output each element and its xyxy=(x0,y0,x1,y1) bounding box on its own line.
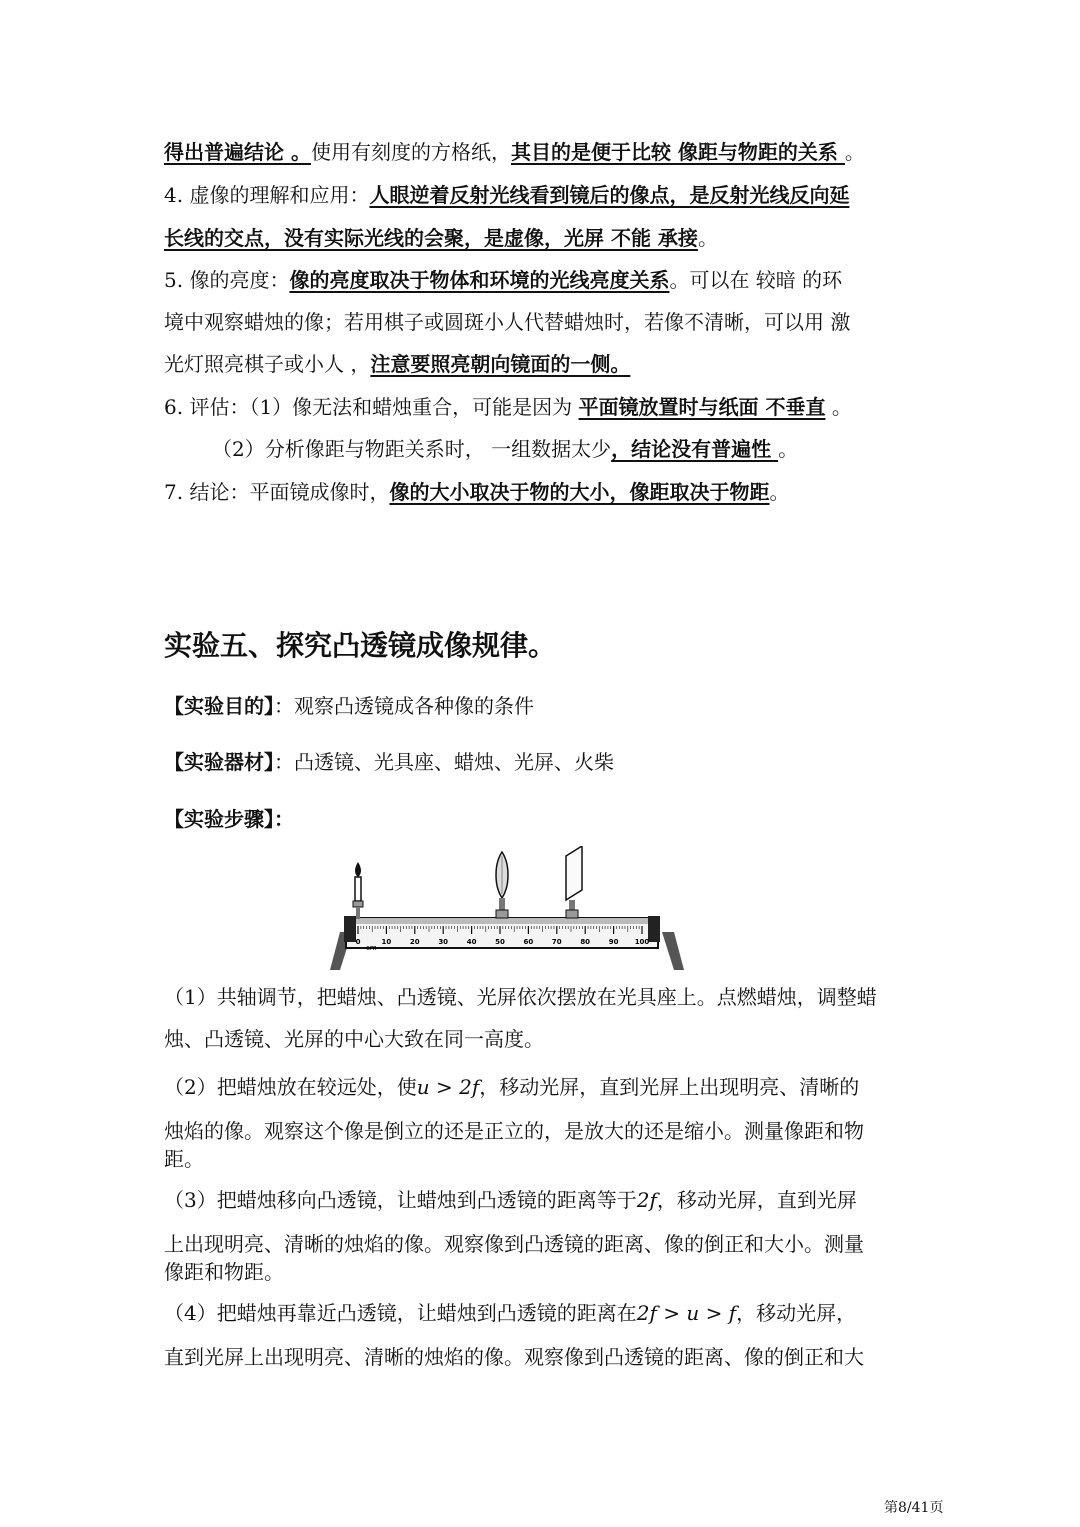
bench-end-right xyxy=(648,916,660,942)
scale-tick-label: 70 xyxy=(551,938,562,946)
text-run: 距。 xyxy=(164,1147,204,1171)
purpose-text: 观察凸透镜成各种像的条件 xyxy=(294,694,534,718)
text-run: （2）把蜡烛放在较远处，使 xyxy=(164,1075,417,1099)
purpose-label: 【实验目的】 xyxy=(164,694,274,718)
screen-post xyxy=(569,900,575,910)
text-line xyxy=(164,307,924,337)
text-run: 。 xyxy=(769,480,790,504)
scale-tick-label: 90 xyxy=(608,938,619,946)
lens-post xyxy=(499,898,505,910)
text-run: 6. 评估：（1）像无法和蜡烛重合，可能是因为 xyxy=(164,395,579,419)
materials-colon: ： xyxy=(274,750,294,774)
text-run: 光灯照亮棋子或小人 ， xyxy=(164,352,371,376)
text-run: 烛焰的像。观察这个像是倒立的还是正立的，是放大的还是缩小。测量像距和物 xyxy=(164,1119,864,1143)
math-expression: 2f > u > f xyxy=(636,1301,737,1325)
materials-text: 凸透镜、光具座、蜡烛、光屏、火柴 xyxy=(294,750,614,774)
math-expression: u > 2f xyxy=(416,1075,480,1099)
text-run: 4. 虚像的理解和应用： xyxy=(164,183,370,207)
scale-tick-label: 0 xyxy=(355,938,361,946)
convex-lens xyxy=(496,852,508,918)
scale-tick-label: 20 xyxy=(409,938,420,946)
text-line xyxy=(164,392,924,422)
scale-tick-label: 10 xyxy=(381,938,392,946)
text-line xyxy=(164,223,924,253)
scale-unit: cm xyxy=(366,944,377,952)
section-heading: 实验五、探究凸透镜成像规律。 xyxy=(164,629,557,662)
purpose-colon: ： xyxy=(274,694,294,718)
text-line xyxy=(212,434,924,464)
text-run: 直到光屏上出现明亮、清晰的烛焰的像。观察像到凸透镜的距离、像的倒正和大 xyxy=(164,1345,864,1369)
text-run: （3）把蜡烛移向凸透镜，让蜡烛到凸透镜的距离等于 xyxy=(164,1188,637,1212)
candle-body xyxy=(355,877,361,901)
light-screen xyxy=(566,846,582,918)
bench-rail-top xyxy=(348,918,656,924)
page-number: 第8/41页 xyxy=(884,1500,944,1516)
text-run: 人眼逆着反射光线看到镜后的像点，是反射光线反向延 xyxy=(369,183,850,207)
scale-tick-label: 80 xyxy=(580,938,591,946)
text-run: 平面镜放置时与纸面 不垂直 xyxy=(578,395,826,419)
text-line xyxy=(164,180,924,210)
materials-line xyxy=(164,747,924,777)
text-line xyxy=(164,1342,924,1372)
text-line xyxy=(164,1298,924,1328)
text-line xyxy=(164,265,924,295)
scale-tick-label: 30 xyxy=(438,938,449,946)
text-run: 使用有刻度的方格纸， xyxy=(310,140,511,164)
text-run: 。 xyxy=(697,226,718,250)
text-run: 5. 像的亮度： xyxy=(164,268,290,292)
text-run: 其目的是便于比较 像距与物距的关系 xyxy=(510,140,845,164)
candle-post xyxy=(356,907,360,919)
text-line xyxy=(164,137,924,167)
purpose-line xyxy=(164,691,924,721)
bench-leg-right xyxy=(662,932,684,970)
math-expression: 2f xyxy=(636,1188,657,1212)
text-run: （4）把蜡烛再靠近凸透镜，让蜡烛到凸透镜的距离在 xyxy=(164,1301,637,1325)
text-line xyxy=(164,1257,924,1287)
text-line xyxy=(164,1024,924,1054)
text-run: （2）分析像距与物距关系时， 一组数据太少 xyxy=(212,437,612,461)
text-run: 注意要照亮朝向镜面的一侧。 xyxy=(370,352,631,376)
scale-tick-label: 40 xyxy=(466,938,477,946)
text-run: 长线的交点，没有实际光线的会聚，是虚像，光屏 不能 承接 xyxy=(164,226,698,250)
text-run: 像距和物距。 xyxy=(164,1260,284,1284)
candle-holder xyxy=(353,901,363,907)
text-line xyxy=(164,1116,924,1146)
bench-end-left xyxy=(344,916,356,942)
text-run: 。 xyxy=(844,140,865,164)
steps-label-line xyxy=(164,804,924,834)
text-run: 像的亮度取决于物体和环境的光线亮度关系 xyxy=(289,268,670,292)
text-run: ，移动光屏，直到光屏上出现明亮、清晰的 xyxy=(479,1075,860,1099)
lens-holder xyxy=(496,910,508,918)
text-line xyxy=(164,477,924,507)
text-run: ，结论没有普遍性 xyxy=(611,437,779,461)
scale-tick-label: 50 xyxy=(495,938,505,946)
screen-holder xyxy=(566,910,578,918)
materials-label: 【实验器材】 xyxy=(164,750,274,774)
text-run: 7. 结论：平面镜成像时， xyxy=(164,480,390,504)
text-run: 像的大小取决于物的大小，像距取决于物距 xyxy=(389,480,770,504)
candle-flame xyxy=(355,862,361,877)
text-line xyxy=(164,1072,924,1102)
candle xyxy=(353,862,363,919)
text-run: 。 xyxy=(825,395,852,419)
text-line xyxy=(164,1185,924,1215)
text-line xyxy=(164,349,924,379)
text-line xyxy=(164,982,924,1012)
text-run: ，移动光屏，直到光屏 xyxy=(656,1188,857,1212)
text-run: 境中观察蜡烛的像；若用棋子或圆斑小人代替蜡烛时，若像不清晰，可以用 激 xyxy=(164,310,851,334)
text-run: 得出普遍结论 。 xyxy=(164,140,311,164)
text-line xyxy=(164,1229,924,1259)
text-run: （1）共轴调节，把蜡烛、凸透镜、光屏依次摆放在光具座上。点燃蜡烛，调整蜡 xyxy=(164,985,877,1009)
text-run: 。可以在 较暗 的环 xyxy=(669,268,843,292)
scale-tick-label: 60 xyxy=(523,938,534,946)
text-line xyxy=(164,1144,924,1174)
scale-tick-label: 100 xyxy=(634,938,650,946)
text-run: 上出现明亮、清晰的烛焰的像。观察像到凸透镜的距离、像的倒正和大小。测量 xyxy=(164,1232,864,1256)
text-run: 烛、凸透镜、光屏的中心大致在同一高度。 xyxy=(164,1027,544,1051)
steps-label: 【实验步骤】： xyxy=(164,807,294,831)
text-run: 。 xyxy=(778,437,799,461)
screen-panel xyxy=(566,846,582,900)
optical-bench-figure xyxy=(326,846,688,974)
text-run: ，移动光屏， xyxy=(736,1301,857,1325)
